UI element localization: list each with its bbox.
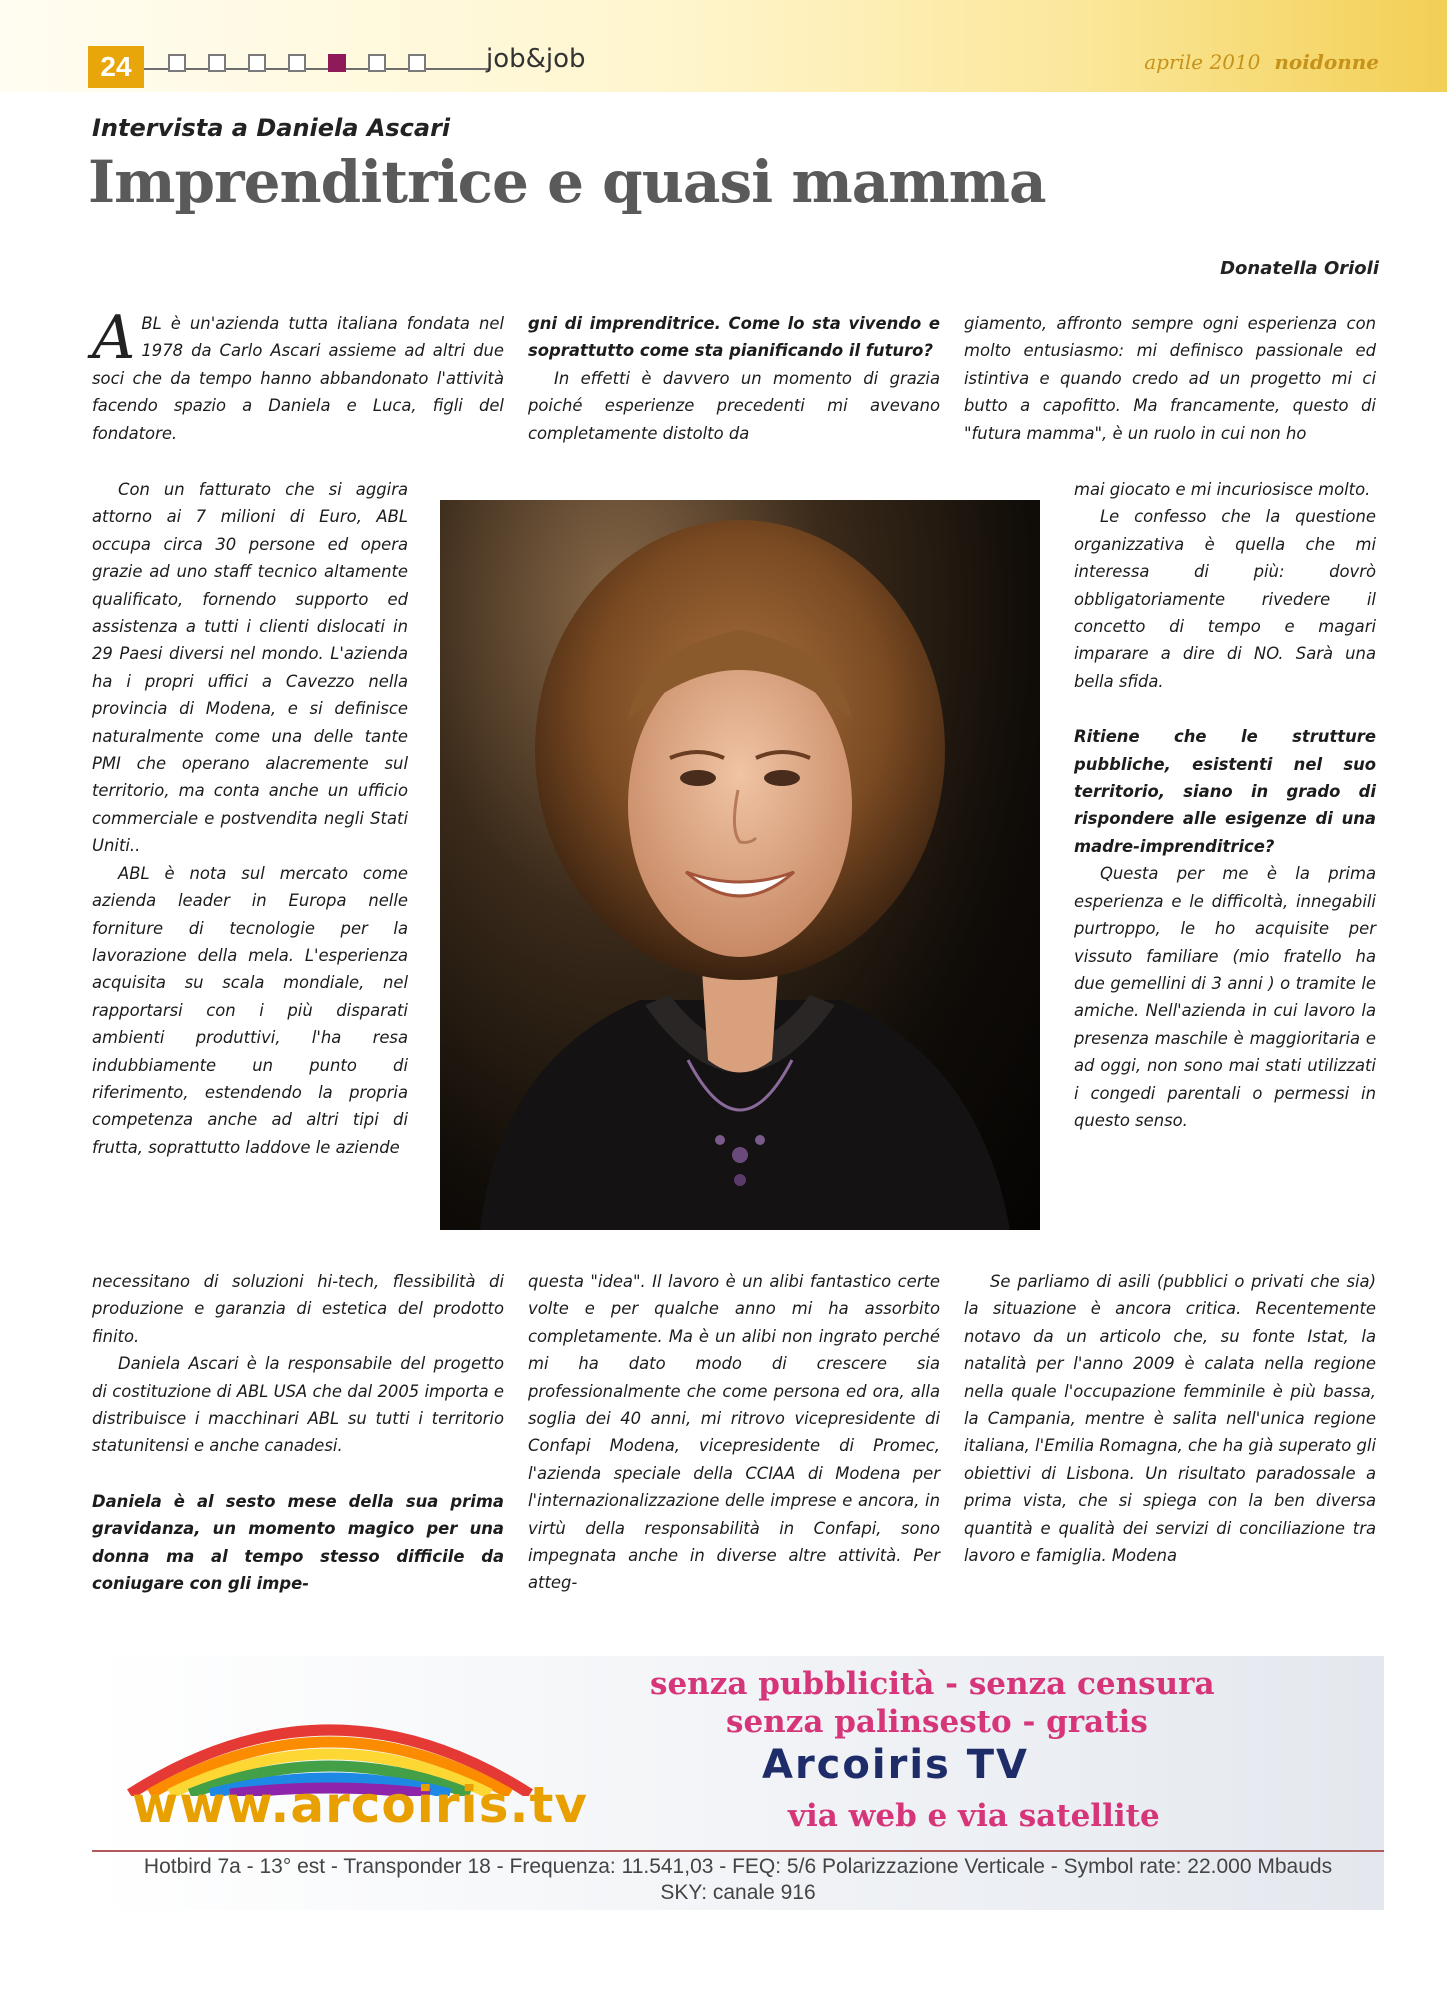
ad-technical-info xyxy=(92,1854,1384,1906)
paragraph: Con un fatturato che si aggira attorno ai 7 milioni di Euro, ABL occupa circa 30 persone ed opera grazie ad uno staff tecnico altamente qualificato, fornendo supporto ed assistenza a tutti i clienti dislocati in 29 Paesi diversi nel mondo. L'azienda ha i propri uffici a Cavezzo nella provincia di Modena, e si definisce naturalmente come una delle tante PMI che operano alacremente sul territorio, ma conta anche un ufficio commerciale e postvendita negli Stati Uniti.. xyxy=(92,480,408,856)
nav-square xyxy=(208,54,226,72)
ad-divider xyxy=(92,1850,1384,1852)
magazine-name: noidonne xyxy=(1274,50,1379,74)
article-title: Imprenditrice e quasi mamma xyxy=(88,148,1046,216)
paragraph: Se parliamo di asili (pubblici o privati che sia) la situazione è ancora critica. Recentemente notavo da un articolo che, su fonte Istat, la natalità per l'anno 2009 è calata nella regione nella quale l'occupazione femminile è più bassa, la Campania, mentre è salita nell'unica regione italiana, l'Emilia Romagna, che ha già superato gli obiettivi di Lisbona. Un risultato paradossale a prima vista, che si spiega con la ben diversa quantità e qualità dei servizi di conciliazione tra lavoro e famiglia. Modena xyxy=(964,1272,1376,1566)
header-band xyxy=(0,0,1447,92)
paragraph: necessitano di soluzioni hi-tech, flessibilità di produzione e garanzia di estetica del prodotto finito. xyxy=(92,1272,504,1346)
article-kicker: Intervista a Daniela Ascari xyxy=(92,114,451,142)
issue-info xyxy=(1144,50,1379,74)
ad-slogan-2: senza palinsesto - gratis xyxy=(726,1704,1148,1740)
header-rule xyxy=(144,68,489,70)
ad-sky-line: SKY: canale 916 xyxy=(660,1881,816,1904)
paragraph: In effetti è davvero un momento di grazia poiché esperienze precedenti mi avevano completamente distolto da xyxy=(528,368,940,443)
drop-cap: A xyxy=(92,303,136,373)
paragraph: Daniela Ascari è la responsabile del progetto di costituzione di ABL USA che dal 2005 importa e distribuisce i macchinari ABL su tutti i territorio statunitensi e anche canadesi. xyxy=(92,1354,504,1456)
paragraph: giamento, affronto sempre ogni esperienza con molto entusiasmo: mi definisco passionale ed istintiva e quando credo ad un progetto mi ci butto a capofitto. Ma francamente, questo di "futura mamma", è un ruolo in cui non ho xyxy=(964,314,1376,443)
column-2-top xyxy=(528,310,940,447)
column-1-bottom xyxy=(92,1268,504,1597)
nav-square xyxy=(368,54,386,72)
column-3-top xyxy=(964,310,1376,447)
portrait-photo xyxy=(440,500,1040,1230)
column-2-bottom xyxy=(528,1268,940,1597)
advertisement-banner xyxy=(92,1656,1384,1910)
ad-slogan-3: via web e via satellite xyxy=(788,1798,1160,1834)
paragraph: questa "idea". Il lavoro è un alibi fantastico certe volte e per qualche anno mi ha assorbito completamente. Ma è un alibi non ingrato perché mi ha dato modo di crescere sia professionalmente che come persona ed ora, alla soglia dei 40 anni, mi ritrovo vicepresidente di Confapi Modena, vicepresidente di Promec, l'azienda speciale della CCIAA di Modena per l'internazionalizzazione delle imprese e ancora, in virtù della responsabilità in Confapi, sono impegnata anche in diverse altre attività. Per atteg- xyxy=(528,1272,940,1593)
nav-square xyxy=(408,54,426,72)
nav-square-active xyxy=(328,54,346,72)
paragraph: mai giocato e mi incuriosisce molto. xyxy=(1074,480,1371,499)
portrait-illustration xyxy=(440,500,1040,1230)
section-name: job&job xyxy=(486,44,586,74)
column-3-middle xyxy=(1074,476,1376,1134)
article-byline: Donatella Orioli xyxy=(1220,258,1379,279)
column-1-middle xyxy=(92,476,408,1161)
column-1-top xyxy=(92,303,504,447)
ad-url-link[interactable]: www.arcoiris.tv xyxy=(132,1776,588,1834)
ad-slogan-1: senza pubblicità - senza censura xyxy=(650,1666,1215,1702)
interview-question: gni di imprenditrice. Come lo sta vivendo e soprattutto come sta pianificando il futuro? xyxy=(528,314,940,361)
paragraph: Le confesso che la questione organizzativa è quella che mi interessa di più: dovrò obbligatoriamente rivedere il concetto di tempo e magari imparare a dire di NO. Sarà una bella sfida. xyxy=(1074,507,1376,691)
ad-brand: Arcoiris TV xyxy=(762,1742,1029,1788)
page-number: 24 xyxy=(88,46,144,88)
interview-question: Ritiene che le strutture pubbliche, esistenti nel suo territorio, siano in grado di rispondere alle esigenze di una madre-imprenditrice? xyxy=(1074,727,1376,856)
issue-date: aprile 2010 xyxy=(1144,50,1261,74)
paragraph: Questa per me è la prima esperienza e le difficoltà, innegabili purtroppo, le ho acquisite per vissuto familiare (mio fratello ha due gemellini di 3 anni ) o tramite le amiche. Nell'azienda in cui lavoro la presenza maschile è maggioritaria e ad oggi, non sono mai stati utilizzati i congedi parentali o permessi in questo senso. xyxy=(1074,864,1376,1130)
nav-square xyxy=(168,54,186,72)
column-3-bottom xyxy=(964,1268,1376,1569)
paragraph: ABL è un'azienda tutta italiana fondata nel 1978 da Carlo Ascari assieme ad altri due soci che da tempo hanno abbandonato l'attività facendo spazio a Daniela e Luca, figli del fondatore. xyxy=(92,303,504,443)
nav-square xyxy=(248,54,266,72)
ad-satellite-line: Hotbird 7a - 13° est - Transponder 18 - Frequenza: 11.541,03 - FEQ: 5/6 Polarizzazione Verticale - Symbol rate: 22.000 Mbauds xyxy=(143,1855,1333,1878)
nav-square xyxy=(288,54,306,72)
paragraph: ABL è nota sul mercato come azienda leader in Europa nelle forniture di tecnologie per la lavorazione della mela. L'esperienza acquisita su scala mondiale, nel rapportarsi con i più disparati ambienti produttivi, l'ha resa indubbiamente un punto di riferimento, estendendo la propria competenza anche ad altri tipi di frutta, soprattutto laddove le aziende xyxy=(92,863,408,1157)
interview-question: Daniela è al sesto mese della sua prima gravidanza, un momento magico per una donna ma al tempo stesso difficile da coniugare con gli impe- xyxy=(92,1491,504,1594)
